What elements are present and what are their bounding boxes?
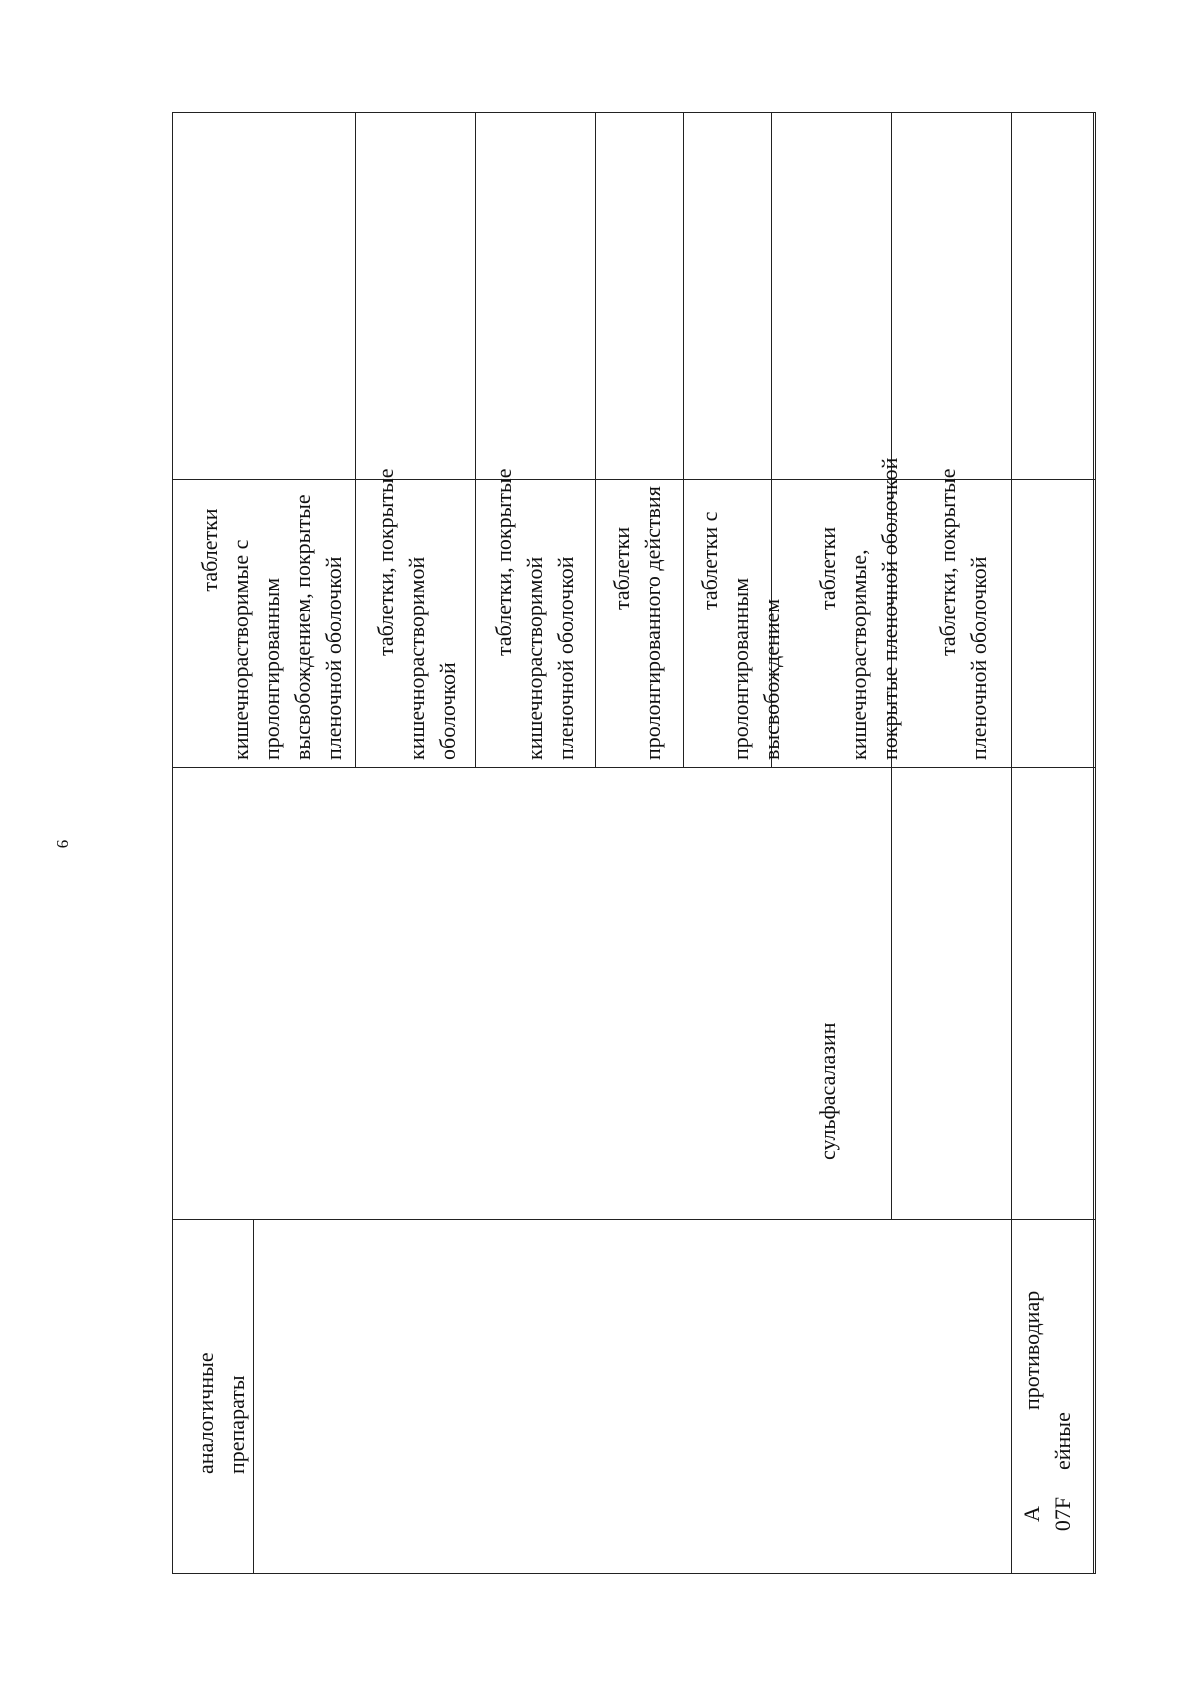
table-grid-line — [173, 1219, 1095, 1220]
table-grid-line — [355, 113, 356, 767]
table-grid-line — [253, 1219, 254, 1573]
dosage-form-5: таблетки с пролонгированным высвобождением — [697, 511, 784, 760]
sulfasalazine-name: сульфасалазин — [815, 1022, 840, 1160]
dosage-form-6: таблетки кишечнорастворимые, покрытые пленочной оболочкой — [815, 457, 902, 760]
table-grid-line — [1093, 113, 1094, 1573]
table-grid-line — [683, 113, 684, 767]
table-grid-line — [173, 767, 1095, 768]
dosage-form-2: таблетки, покрытые кишечнорастворимой оболочкой — [373, 468, 460, 760]
dosage-form-7: таблетки, покрытые пленочной оболочкой — [935, 468, 991, 760]
dosage-form-1: таблетки кишечнорастворимые с пролонгированным высвобождением, покрытые пленочной оболочкой — [197, 494, 346, 760]
antidiarrheal-label: противодиар ейные — [1019, 1290, 1075, 1470]
table-grid-line — [595, 113, 596, 767]
table-grid-line — [1011, 113, 1012, 1573]
dosage-form-3: таблетки, покрытые кишечнорастворимой пленочной оболочкой — [491, 468, 578, 760]
table-grid-line — [475, 113, 476, 767]
analog-drugs-label: аналогичные препараты — [193, 1352, 249, 1474]
drug-table — [172, 112, 1096, 1574]
atc-code: А 07F — [1019, 1496, 1075, 1532]
page-number: 9 — [53, 839, 72, 849]
dosage-form-4: таблетки пролонгированного действия — [609, 486, 665, 760]
